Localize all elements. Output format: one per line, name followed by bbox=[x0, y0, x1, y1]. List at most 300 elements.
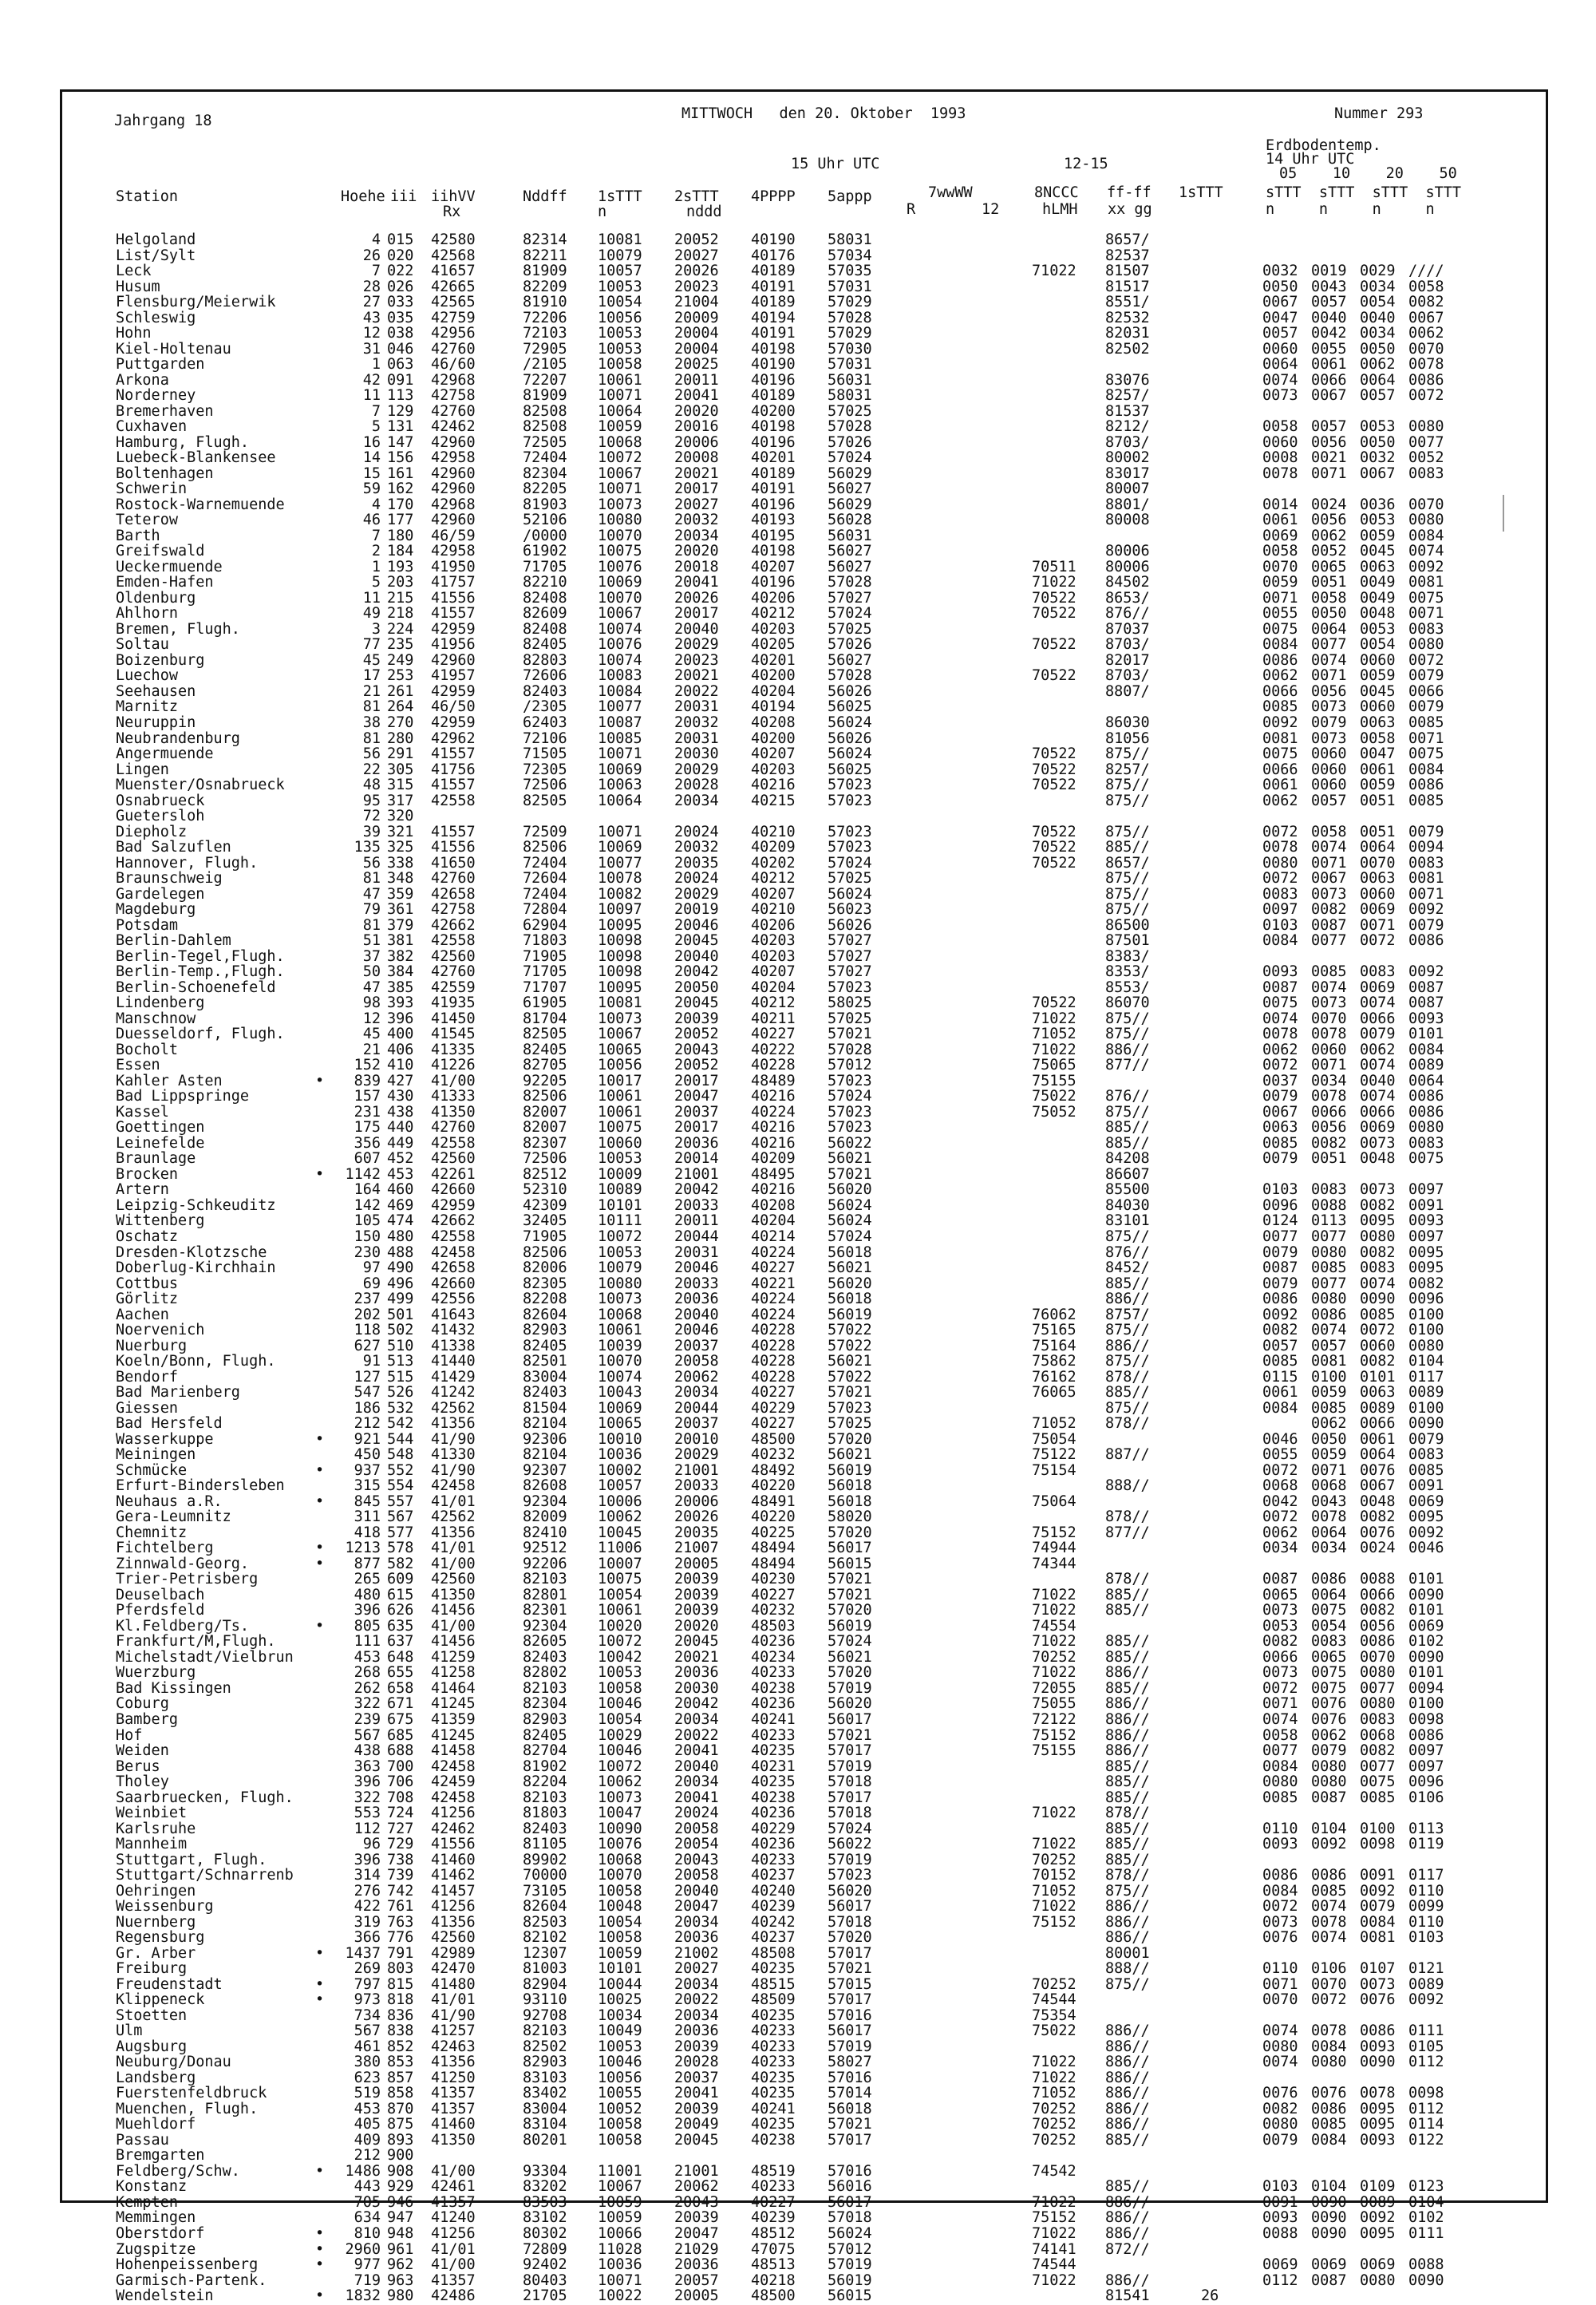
tendency-cell: 56021 bbox=[828, 1648, 872, 1666]
station-name: Muenster/Osnabrueck bbox=[116, 777, 285, 794]
nddff-cell: 82502 bbox=[523, 2038, 567, 2055]
soil-20-cell: 0107 bbox=[1360, 1960, 1396, 1978]
nccc-cell: 81517 bbox=[1105, 278, 1150, 295]
iihvv-cell: 42558 bbox=[431, 1134, 476, 1152]
iii-cell: 532 bbox=[387, 1399, 414, 1417]
height-cell: 22 bbox=[362, 761, 381, 778]
soil-10-cell: 0083 bbox=[1311, 1181, 1347, 1199]
nddff-cell: 72604 bbox=[523, 870, 567, 888]
soil-20-cell: 0054 bbox=[1360, 636, 1396, 654]
tendency-cell: 57021 bbox=[828, 1586, 872, 1603]
nccc-cell: 8653/ bbox=[1105, 589, 1150, 607]
t2-cell: 20032 bbox=[674, 714, 719, 731]
nccc-cell: 81507 bbox=[1105, 263, 1150, 280]
soil-10-cell: 0050 bbox=[1311, 1430, 1347, 1448]
nccc-cell: 81537 bbox=[1105, 402, 1150, 420]
iihvv-cell: 42962 bbox=[431, 729, 476, 747]
soil-10-cell: 0065 bbox=[1311, 1648, 1347, 1666]
iii-cell: 338 bbox=[387, 854, 414, 872]
t1-cell: 10053 bbox=[598, 278, 642, 295]
station-name: Kahler Asten bbox=[116, 1072, 223, 1089]
nccc-cell: 85500 bbox=[1105, 1181, 1150, 1199]
height-cell: 4 bbox=[371, 496, 381, 513]
tendency-cell: 57018 bbox=[828, 1773, 872, 1791]
nccc-cell: 80006 bbox=[1105, 543, 1150, 560]
nddff-cell: 82604 bbox=[523, 1898, 567, 1916]
soil-50-cell: 0075 bbox=[1408, 589, 1444, 607]
nccc-cell: 885// bbox=[1105, 1134, 1150, 1152]
t1-cell: 10053 bbox=[598, 2038, 642, 2055]
height-cell: 97 bbox=[362, 1259, 381, 1277]
soil-20-cell: 0074 bbox=[1360, 994, 1396, 1012]
pressure-cell: 40240 bbox=[751, 1882, 796, 1900]
t2-cell: 20034 bbox=[674, 527, 719, 544]
soil-50-cell: 0110 bbox=[1408, 1882, 1444, 1900]
nddff-cell: 62904 bbox=[523, 916, 567, 934]
nccc-cell: 8703/ bbox=[1105, 667, 1150, 685]
soil-10-cell: 0057 bbox=[1311, 418, 1347, 436]
iihvv-cell: 41/00 bbox=[431, 2256, 476, 2274]
pressure-cell: 40202 bbox=[751, 854, 796, 872]
ww-cell: 75165 bbox=[1032, 1322, 1077, 1339]
iii-cell: 510 bbox=[387, 1337, 414, 1354]
tendency-cell: 57022 bbox=[828, 1368, 872, 1386]
iihvv-cell: 42458 bbox=[431, 1477, 476, 1495]
pressure-cell: 40233 bbox=[751, 2038, 796, 2055]
tendency-cell: 57023 bbox=[828, 1072, 872, 1089]
soil-10-cell: 0057 bbox=[1311, 792, 1347, 809]
iihvv-cell: 41356 bbox=[431, 2054, 476, 2071]
soil-20-cell: 0081 bbox=[1360, 1929, 1396, 1947]
soil-10-cell: 0071 bbox=[1311, 1461, 1347, 1479]
station-name: Weissenburg bbox=[116, 1898, 214, 1916]
soil-05-cell: 0110 bbox=[1262, 1960, 1298, 1978]
station-name: Berus bbox=[116, 1757, 160, 1775]
station-name: Fuerstenfeldbruck bbox=[116, 2085, 267, 2102]
iihvv-cell: 41456 bbox=[431, 1633, 476, 1651]
ww-cell: 71022 bbox=[1032, 2054, 1077, 2071]
t1-cell: 10059 bbox=[598, 1944, 642, 1962]
tendency-cell: 56024 bbox=[828, 1196, 872, 1214]
soil-05-cell: 0058 bbox=[1262, 1726, 1298, 1744]
tendency-cell: 56027 bbox=[828, 558, 872, 575]
t2-cell: 21001 bbox=[674, 2162, 719, 2180]
nccc-cell: 8551/ bbox=[1105, 294, 1150, 311]
pressure-cell: 40189 bbox=[751, 387, 796, 405]
station-name: Leipzig-Schkeuditz bbox=[116, 1196, 276, 1214]
station-name: Bad Hersfeld bbox=[116, 1415, 223, 1433]
pressure-cell: 48495 bbox=[751, 1165, 796, 1183]
nddff-cell: 82508 bbox=[523, 418, 567, 436]
soil-05-cell: 0085 bbox=[1262, 1789, 1298, 1806]
nccc-cell: 82532 bbox=[1105, 309, 1150, 326]
iihvv-cell: 42462 bbox=[431, 418, 476, 436]
height-cell: 7 bbox=[371, 402, 381, 420]
t2-cell: 20017 bbox=[674, 480, 719, 498]
t2-cell: 20052 bbox=[674, 1026, 719, 1043]
nddff-cell: 83104 bbox=[523, 2116, 567, 2133]
pressure-cell: 40227 bbox=[751, 1026, 796, 1043]
height-cell: 26 bbox=[362, 247, 381, 264]
pressure-cell: 40227 bbox=[751, 1259, 796, 1277]
mountain-marker: • bbox=[315, 2240, 325, 2258]
soil-50-cell: 0084 bbox=[1408, 527, 1444, 544]
t1-cell: 10054 bbox=[598, 294, 642, 311]
nccc-cell: 877// bbox=[1105, 1057, 1150, 1074]
nddff-cell: 82006 bbox=[523, 1259, 567, 1277]
ww-cell: 70522 bbox=[1032, 839, 1077, 856]
soil-10-cell: 0062 bbox=[1311, 527, 1347, 544]
iii-cell: 280 bbox=[387, 729, 414, 747]
iihvv-cell: 41556 bbox=[431, 839, 476, 856]
tendency-cell: 57021 bbox=[828, 1571, 872, 1588]
nccc-cell: 876// bbox=[1105, 1088, 1150, 1105]
t2-cell: 20010 bbox=[674, 1430, 719, 1448]
station-name: Boizenburg bbox=[116, 651, 205, 669]
station-name: Wasserkuppe bbox=[116, 1430, 214, 1448]
iii-cell: 193 bbox=[387, 558, 414, 575]
station-name: Leck bbox=[116, 263, 152, 280]
nccc-cell: 84208 bbox=[1105, 1150, 1150, 1168]
soil-20-cell: 0048 bbox=[1360, 1150, 1396, 1168]
soil-10-cell: 0079 bbox=[1311, 1742, 1347, 1760]
station-name: Seehausen bbox=[116, 682, 196, 700]
iihvv-cell: 41357 bbox=[431, 2271, 476, 2289]
station-name: Osnabrueck bbox=[116, 792, 205, 809]
soil-10-cell: 0043 bbox=[1311, 1493, 1347, 1510]
soil-10-cell: 0077 bbox=[1311, 1275, 1347, 1292]
t1-cell: 10085 bbox=[598, 729, 642, 747]
soil-50-cell: 0082 bbox=[1408, 294, 1444, 311]
pressure-cell: 40189 bbox=[751, 263, 796, 280]
t2-cell: 20019 bbox=[674, 901, 719, 919]
ww-cell: 71022 bbox=[1032, 1805, 1077, 1822]
iii-cell: 469 bbox=[387, 1196, 414, 1214]
soil-20-cell: 0060 bbox=[1360, 1337, 1396, 1354]
soil-05-cell: 0087 bbox=[1262, 1571, 1298, 1588]
pressure-cell: 40238 bbox=[751, 2131, 796, 2149]
iihvv-cell: 41350 bbox=[431, 1103, 476, 1121]
soil-50-cell: 0074 bbox=[1408, 543, 1444, 560]
nddff-cell: 82102 bbox=[523, 1929, 567, 1947]
iii-cell: 658 bbox=[387, 1679, 414, 1697]
t1-cell: 10082 bbox=[598, 885, 642, 903]
station-name: Norderney bbox=[116, 387, 196, 405]
iihvv-cell: 42960 bbox=[431, 480, 476, 498]
t2-cell: 20043 bbox=[674, 1851, 719, 1868]
soil-05-cell: 0072 bbox=[1262, 870, 1298, 888]
soil-10-cell: 0056 bbox=[1311, 1119, 1347, 1137]
soil-05-cell: 0046 bbox=[1262, 1430, 1298, 1448]
height-cell: 319 bbox=[354, 1913, 381, 1931]
nddff-cell: 82904 bbox=[523, 1975, 567, 1993]
pressure-cell: 40236 bbox=[751, 1805, 796, 1822]
soil-05-cell: 0060 bbox=[1262, 340, 1298, 358]
nccc-cell: 885// bbox=[1105, 1679, 1150, 1697]
iii-cell: 729 bbox=[387, 1836, 414, 1853]
height-cell: 21 bbox=[362, 1041, 381, 1058]
nddff-cell: 72207 bbox=[523, 371, 567, 389]
soil-10-cell: 0076 bbox=[1311, 1695, 1347, 1713]
height-cell: 37 bbox=[362, 947, 381, 965]
station-name: Schwerin bbox=[116, 480, 188, 498]
tendency-cell: 56021 bbox=[828, 1259, 872, 1277]
ww-cell: 71052 bbox=[1032, 2085, 1077, 2102]
station-name: Bad Salzuflen bbox=[116, 839, 231, 856]
tendency-cell: 56024 bbox=[828, 2225, 872, 2242]
nddff-cell: 92307 bbox=[523, 1461, 567, 1479]
soil-05-cell: 0074 bbox=[1262, 371, 1298, 389]
soil-10-cell: 0100 bbox=[1311, 1368, 1347, 1386]
t1-cell: 10043 bbox=[598, 1384, 642, 1402]
soil-05-cell: 0077 bbox=[1262, 1228, 1298, 1245]
pressure-cell: 40237 bbox=[751, 1867, 796, 1884]
soil-20-cell: 0034 bbox=[1360, 278, 1396, 295]
soil-50-cell: 0088 bbox=[1408, 2256, 1444, 2274]
iihvv-cell: 42458 bbox=[431, 1243, 476, 1261]
soil-50-cell: 0098 bbox=[1408, 2085, 1444, 2102]
ww-cell: 71022 bbox=[1032, 1041, 1077, 1058]
soil-50-cell: 0090 bbox=[1408, 2271, 1444, 2289]
tendency-cell: 57021 bbox=[828, 1384, 872, 1402]
t1-cell: 10081 bbox=[598, 994, 642, 1012]
soil-50-cell: 0091 bbox=[1408, 1196, 1444, 1214]
pressure-cell: 40198 bbox=[751, 340, 796, 358]
iihvv-cell: 41557 bbox=[431, 777, 476, 794]
soil-50-cell: 0069 bbox=[1408, 1617, 1444, 1635]
nddff-cell: 83004 bbox=[523, 2100, 567, 2117]
t1-cell: 10066 bbox=[598, 2225, 642, 2242]
nccc-cell: 83017 bbox=[1105, 465, 1150, 482]
soil-10-cell: 0078 bbox=[1311, 1913, 1347, 1931]
soil-10-cell: 0086 bbox=[1311, 1306, 1347, 1323]
soil-50-cell: 0111 bbox=[1408, 2022, 1444, 2040]
station-name: Kl.Feldberg/Ts. bbox=[116, 1617, 250, 1635]
t2-cell: 20035 bbox=[674, 854, 719, 872]
iii-cell: 384 bbox=[387, 963, 414, 981]
height-cell: 17 bbox=[362, 667, 381, 685]
t2-cell: 20022 bbox=[674, 1991, 719, 2009]
t2-cell: 20027 bbox=[674, 1960, 719, 1978]
iii-cell: 038 bbox=[387, 325, 414, 342]
t1-cell: 10036 bbox=[598, 2256, 642, 2274]
col-ff: ff-ff bbox=[1107, 184, 1152, 201]
station-name: Wendelstein bbox=[116, 2287, 214, 2305]
ww-cell: 70522 bbox=[1032, 636, 1077, 654]
pressure-cell: 40205 bbox=[751, 636, 796, 654]
soil-05-cell: 0047 bbox=[1262, 309, 1298, 326]
nddff-cell: 82403 bbox=[523, 682, 567, 700]
soil-50-cell: 0080 bbox=[1408, 1119, 1444, 1137]
soil-20-cell: 0073 bbox=[1360, 1975, 1396, 1993]
ww-cell: 74542 bbox=[1032, 2162, 1077, 2180]
tendency-cell: 57034 bbox=[828, 247, 872, 264]
soil-10-cell: 0070 bbox=[1311, 1010, 1347, 1027]
nccc-cell: 8807/ bbox=[1105, 682, 1150, 700]
soil-10-cell: 0055 bbox=[1311, 340, 1347, 358]
soil-20-cell: 0088 bbox=[1360, 1571, 1396, 1588]
tendency-cell: 56022 bbox=[828, 1836, 872, 1853]
tendency-cell: 56017 bbox=[828, 1898, 872, 1916]
t1-cell: 10054 bbox=[598, 1710, 642, 1728]
iihvv-cell: 41464 bbox=[431, 1679, 476, 1697]
nccc-cell: 885// bbox=[1105, 1648, 1150, 1666]
iii-cell: 215 bbox=[387, 589, 414, 607]
tendency-cell: 57021 bbox=[828, 1726, 872, 1744]
ww-cell: 71022 bbox=[1032, 2193, 1077, 2211]
station-name: Teterow bbox=[116, 512, 178, 529]
height-cell: 937 bbox=[354, 1461, 381, 1479]
t2-cell: 20029 bbox=[674, 885, 719, 903]
t2-cell: 20021 bbox=[674, 465, 719, 482]
ww-cell: 70252 bbox=[1032, 2116, 1077, 2133]
iii-cell: 410 bbox=[387, 1057, 414, 1074]
soil-50-cell: 0086 bbox=[1408, 1088, 1444, 1105]
tendency-cell: 57024 bbox=[828, 605, 872, 623]
tendency-cell: 57019 bbox=[828, 1757, 872, 1775]
pressure-cell: 40230 bbox=[751, 1571, 796, 1588]
soil-20-cell: 0061 bbox=[1360, 761, 1396, 778]
height-cell: 49 bbox=[362, 605, 381, 623]
soil-10-cell: 0075 bbox=[1311, 1602, 1347, 1619]
t1-cell: 10072 bbox=[598, 1633, 642, 1651]
pressure-cell: 40215 bbox=[751, 792, 796, 809]
soil-05-cell: 0042 bbox=[1262, 1493, 1298, 1510]
col-ww: 7wwWW bbox=[928, 184, 973, 201]
nddff-cell: 82103 bbox=[523, 2022, 567, 2040]
height-cell: 315 bbox=[354, 1477, 381, 1495]
nddff-cell: 71505 bbox=[523, 745, 567, 763]
t2-cell: 20020 bbox=[674, 1617, 719, 1635]
soil-10-cell: 0070 bbox=[1311, 1975, 1347, 1993]
nddff-cell: 82903 bbox=[523, 2054, 567, 2071]
nccc-cell: 86030 bbox=[1105, 714, 1150, 731]
station-name: Tholey bbox=[116, 1773, 169, 1791]
station-name: Rostock-Warnemuende bbox=[116, 496, 285, 513]
height-cell: 212 bbox=[354, 2147, 381, 2165]
soil-10-cell: 0078 bbox=[1311, 2022, 1347, 2040]
soil-20-cell: 0082 bbox=[1360, 1602, 1396, 1619]
soil-20-cell: 0050 bbox=[1360, 340, 1396, 358]
iihvv-cell: 41457 bbox=[431, 1882, 476, 1900]
nddff-cell: 42309 bbox=[523, 1196, 567, 1214]
tendency-cell: 56018 bbox=[828, 2100, 872, 2117]
t1-cell: 10073 bbox=[598, 1789, 642, 1806]
nccc-cell: 885// bbox=[1105, 1773, 1150, 1791]
nccc-cell: 82502 bbox=[1105, 340, 1150, 358]
height-cell: 734 bbox=[354, 2006, 381, 2024]
t1-cell: 10070 bbox=[598, 589, 642, 607]
iihvv-cell: 41356 bbox=[431, 1524, 476, 1541]
pressure-cell: 40235 bbox=[751, 1960, 796, 1978]
soil-05-cell: 0083 bbox=[1262, 885, 1298, 903]
iihvv-cell: 42960 bbox=[431, 433, 476, 451]
soil-20-cell: 0085 bbox=[1360, 1306, 1396, 1323]
nccc-cell: 8452/ bbox=[1105, 1259, 1150, 1277]
t1-cell: 10087 bbox=[598, 714, 642, 731]
t2-cell: 20039 bbox=[674, 2100, 719, 2117]
soil-50-cell: 0058 bbox=[1408, 278, 1444, 295]
soil-20-cell: 0029 bbox=[1360, 263, 1396, 280]
t1-cell: 10073 bbox=[598, 1291, 642, 1308]
nccc-cell: 886// bbox=[1105, 2054, 1150, 2071]
soil-05-cell: 0070 bbox=[1262, 558, 1298, 575]
nddff-cell: 72506 bbox=[523, 777, 567, 794]
nddff-cell: 82604 bbox=[523, 1306, 567, 1323]
t2-cell: 20052 bbox=[674, 1057, 719, 1074]
iii-cell: 578 bbox=[387, 1540, 414, 1557]
nddff-cell: 82704 bbox=[523, 1742, 567, 1760]
nccc-cell: 888// bbox=[1105, 1960, 1150, 1978]
t1-cell: 10029 bbox=[598, 1726, 642, 1744]
t1-cell: 10059 bbox=[598, 2209, 642, 2227]
pressure-cell: 40200 bbox=[751, 729, 796, 747]
pressure-cell: 40191 bbox=[751, 325, 796, 342]
t1-cell: 10073 bbox=[598, 496, 642, 513]
iihvv-cell: 42660 bbox=[431, 1181, 476, 1199]
station-name: Neubrandenburg bbox=[116, 729, 240, 747]
nddff-cell: 82405 bbox=[523, 1337, 567, 1354]
tendency-cell: 58031 bbox=[828, 231, 872, 248]
soil-05-cell: 0074 bbox=[1262, 2054, 1298, 2071]
height-cell: 1486 bbox=[345, 2162, 381, 2180]
nddff-cell: 71707 bbox=[523, 979, 567, 996]
iihvv-cell: 42658 bbox=[431, 1259, 476, 1277]
height-cell: 59 bbox=[362, 480, 381, 498]
nddff-cell: 72206 bbox=[523, 309, 567, 326]
iii-cell: 162 bbox=[387, 480, 414, 498]
iii-cell: 129 bbox=[387, 402, 414, 420]
t1-cell: 10053 bbox=[598, 1243, 642, 1261]
iihvv-cell: 41450 bbox=[431, 1010, 476, 1027]
tendency-cell: 57016 bbox=[828, 2162, 872, 2180]
height-cell: 797 bbox=[354, 1975, 381, 1993]
soil-10-cell: 0080 bbox=[1311, 2054, 1347, 2071]
nccc-cell: 83076 bbox=[1105, 371, 1150, 389]
tendency-cell: 57024 bbox=[828, 449, 872, 467]
soil-10-cell: 0104 bbox=[1311, 1820, 1347, 1837]
nddff-cell: 82408 bbox=[523, 589, 567, 607]
station-name: Emden-Hafen bbox=[116, 574, 214, 591]
station-name: Kempten bbox=[116, 2193, 178, 2211]
soil-50-cell: 0085 bbox=[1408, 792, 1444, 809]
t1-cell: 10067 bbox=[598, 2178, 642, 2196]
soil-20-cell: 0059 bbox=[1360, 667, 1396, 685]
iihvv-cell: 41256 bbox=[431, 1898, 476, 1916]
soil-50-cell: 0070 bbox=[1408, 340, 1444, 358]
station-name: Oldenburg bbox=[116, 589, 196, 607]
tendency-cell: 57035 bbox=[828, 263, 872, 280]
tendency-cell: 57018 bbox=[828, 2209, 872, 2227]
t2-cell: 20011 bbox=[674, 1212, 719, 1230]
tendency-cell: 56018 bbox=[828, 1493, 872, 1510]
tendency-cell: 58027 bbox=[828, 2054, 872, 2071]
iii-cell: 852 bbox=[387, 2038, 414, 2055]
height-cell: 96 bbox=[362, 1836, 381, 1853]
t2-cell: 20031 bbox=[674, 698, 719, 716]
mountain-marker: • bbox=[315, 2225, 325, 2242]
tendency-cell: 57027 bbox=[828, 963, 872, 981]
t2-cell: 20022 bbox=[674, 1726, 719, 1744]
station-name: Neuruppin bbox=[116, 714, 196, 731]
sub-r: R bbox=[907, 201, 916, 218]
t1-cell: 10101 bbox=[598, 1196, 642, 1214]
pressure-cell: 40228 bbox=[751, 1353, 796, 1370]
station-name: Berlin-Dahlem bbox=[116, 932, 231, 950]
nccc-cell: 885// bbox=[1105, 1757, 1150, 1775]
soil-05-cell: 0072 bbox=[1262, 1461, 1298, 1479]
station-name: Muehldorf bbox=[116, 2116, 196, 2133]
